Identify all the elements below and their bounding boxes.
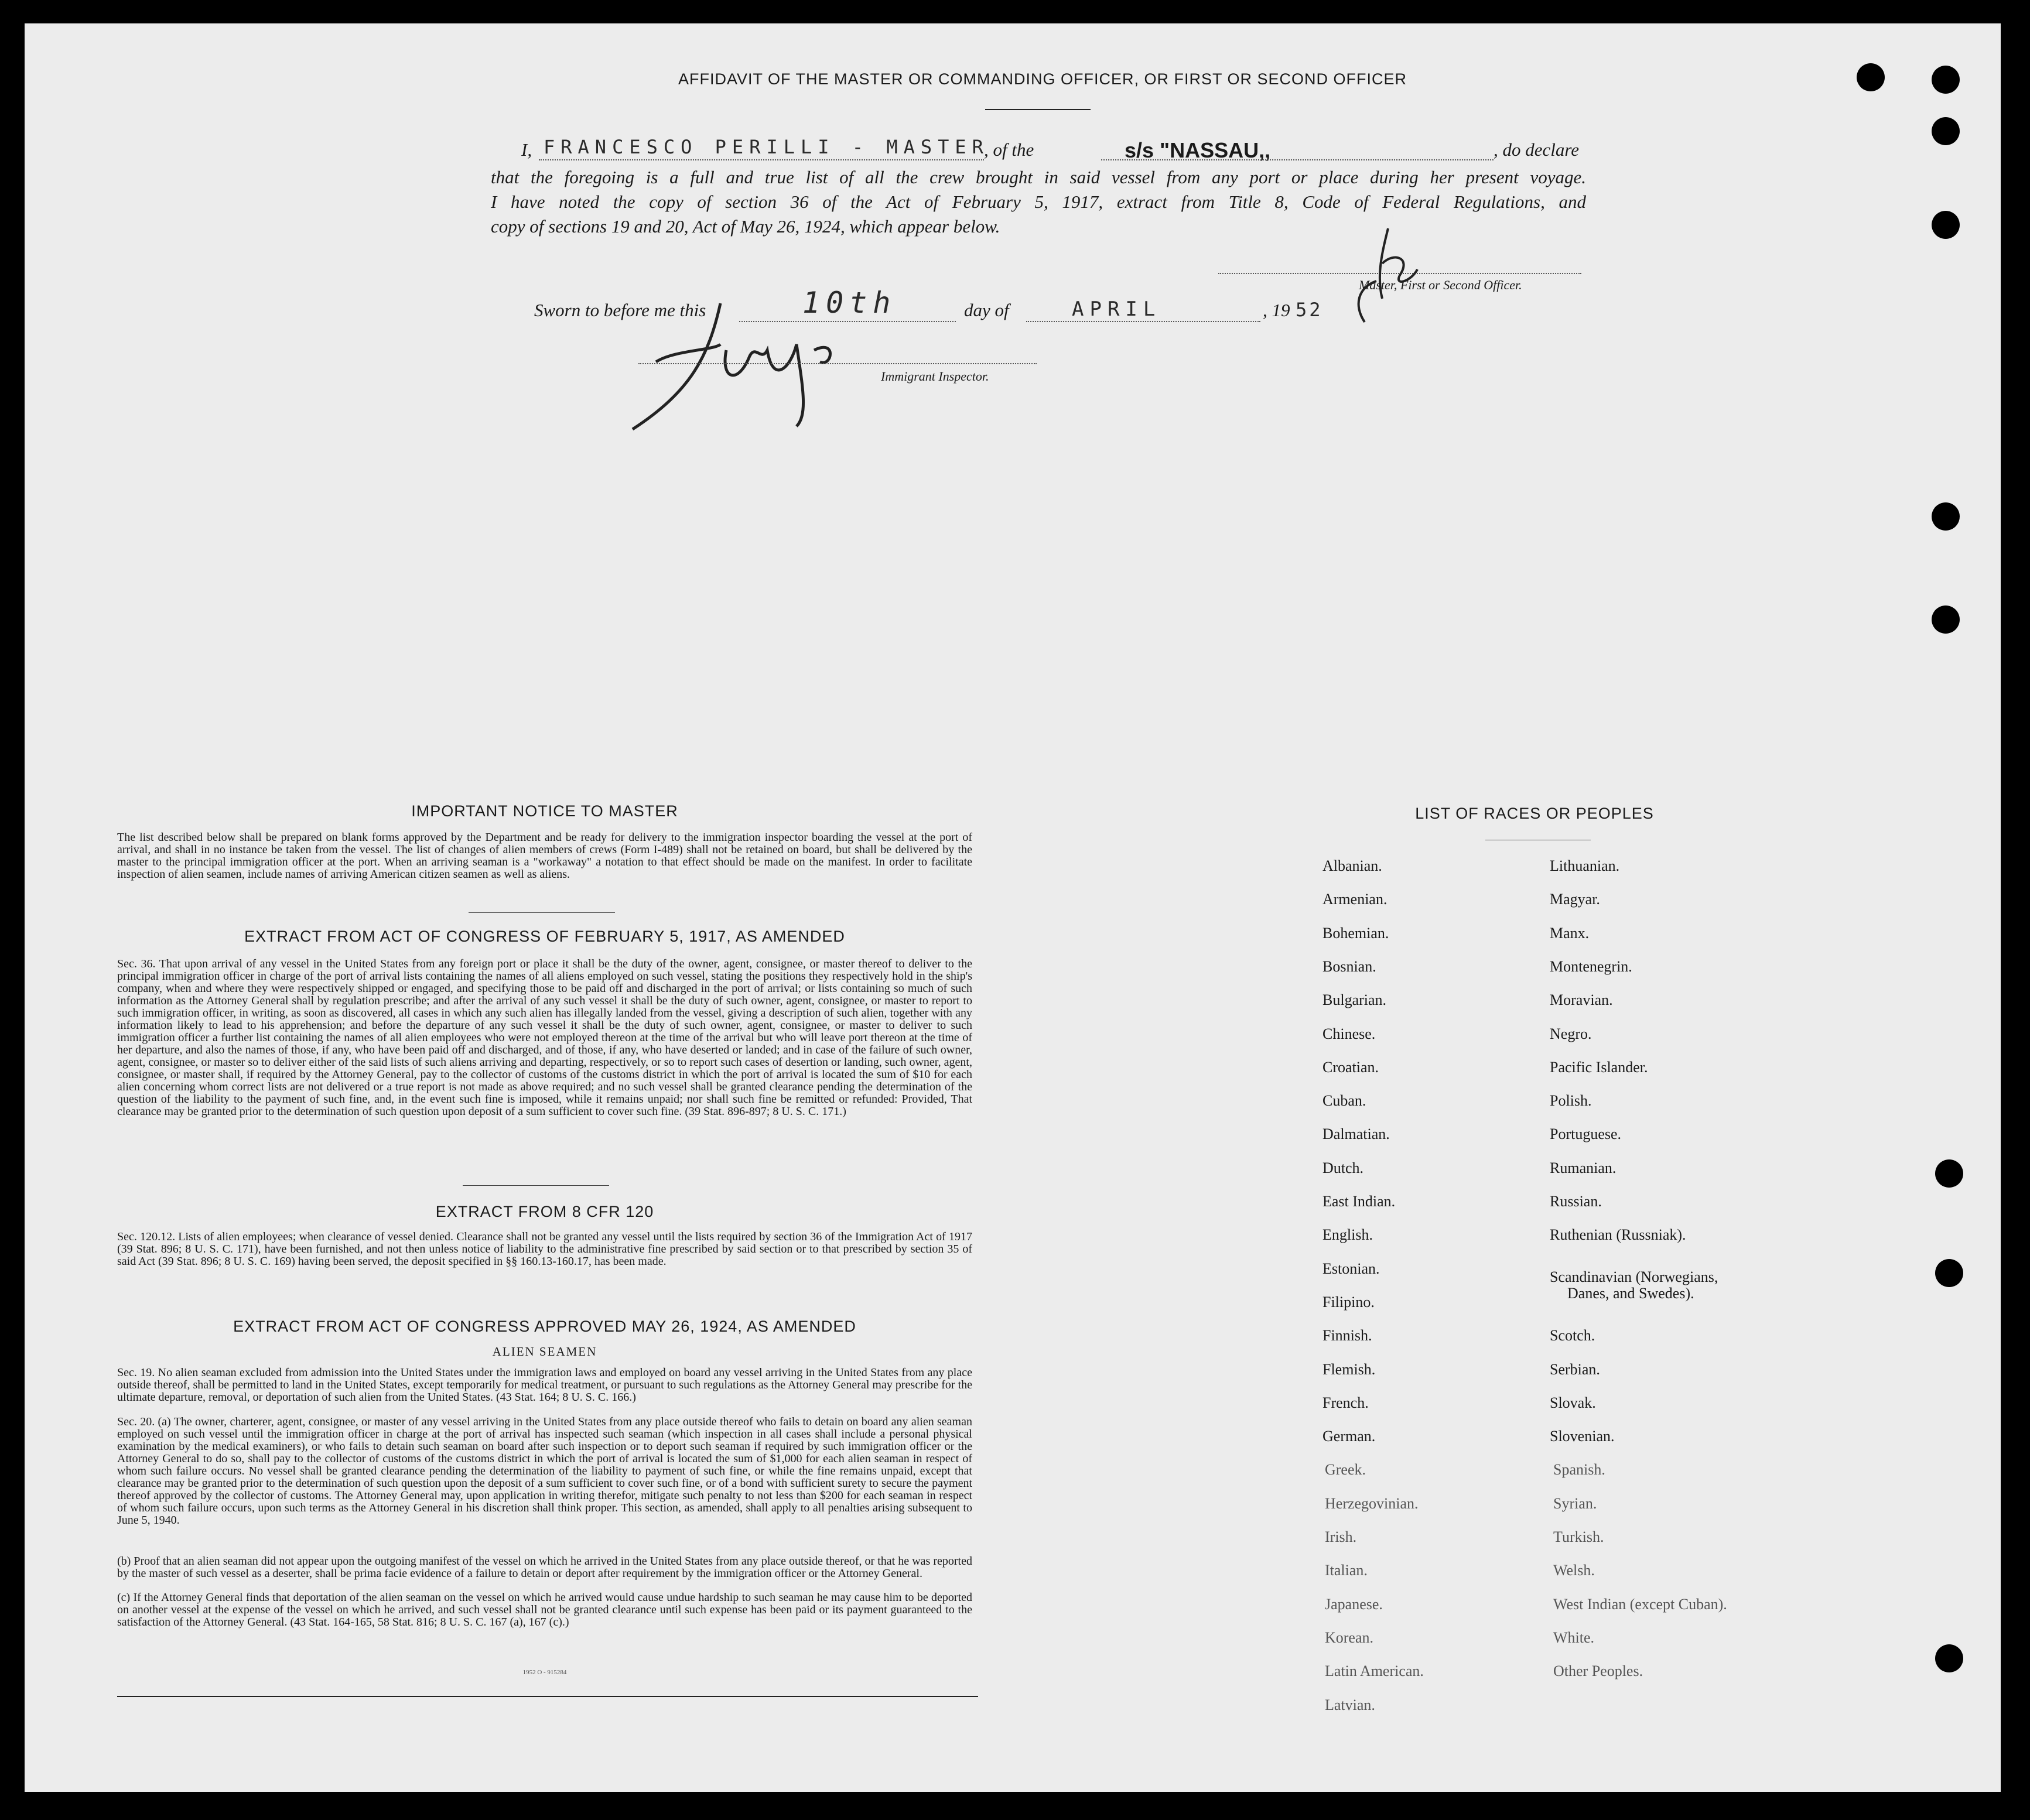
race-item: Cuban. [1322,1092,1366,1110]
extract-1924-sec20c: (c) If the Attorney General finds that deportation of the alien seaman on the vessel on which he arrived would cause undue hardship to such seaman he may cause him to be deported on another vessel at the expense of the vessel on which he arrived, and such vessel shall not be granted clearance until such expense has been paid or its payment guaranteed to the satisfaction of the Attorney General. (43 Stat. 164-165, 58 Stat. 816; 8 U. S. C. 167 (a), 167 (c).) [117,1591,972,1629]
notice-text: The list described below shall be prepared on blank forms approved by the Department and be ready for delivery to the immigration inspector boarding the vessel at the port of arrival, and shall in no instance be taken from the vessel. The list of changes of alien members of crews (Form I-489) shall not be retained on board, but shall be delivered by the master to the principal immigration officer at the port. When an arriving seaman is a "workaway" a notation to that effect should be made on the manifest. In order to facilitate inspection of alien seamen, include names of arriving American citizen seamen as well as aliens. [117,831,972,881]
race-item: Slovak. [1550,1394,1596,1411]
race-item: Rumanian. [1550,1159,1617,1176]
race-item: Latvian. [1325,1696,1375,1713]
race-item: Japanese. [1325,1595,1383,1613]
vessel-line [1101,159,1494,160]
race-item: English. [1322,1226,1373,1244]
race-item: West Indian (except Cuban). [1553,1595,1727,1613]
race-item: Moravian. [1550,991,1613,1009]
race-item: Finnish. [1322,1327,1372,1345]
race-item: Irish. [1325,1528,1357,1545]
inspector-signature [621,286,867,438]
year-prefix: , 19 [1263,300,1290,320]
race-item: Italian. [1325,1562,1368,1579]
punch-hole [1857,63,1885,91]
punch-hole [1932,502,1960,531]
race-item: Chinese. [1322,1025,1376,1042]
race-item: French. [1322,1394,1369,1411]
race-item: White. [1553,1629,1595,1646]
sworn-label: Sworn to before me this [534,300,706,320]
race-item: Flemish. [1322,1360,1376,1378]
notice-title: IMPORTANT NOTICE TO MASTER [411,802,678,820]
day-of-label: day of [964,300,1009,320]
races-title: LIST OF RACES OR PEOPLES [1415,805,1654,822]
signature-role: Master, First or Second Officer. [1359,278,1522,292]
affidavit-text-line-1: that the foregoing is a full and true list of all the crew brought in said vessel from any port or place during her present voyage. [491,167,1586,187]
race-item: Magyar. [1550,891,1600,908]
affidavit-title: AFFIDAVIT OF THE MASTER OR COMMANDING OFFICER, OR FIRST OR SECOND OFFICER [678,70,1407,88]
affidavit-text-line-2: I have noted the copy of section 36 of the Act of February 5, 1917, extract from Title 8, Code of Federal Regulations, and [491,191,1586,212]
race-item: Pacific Islander. [1550,1058,1648,1076]
year-value: 52 [1296,299,1323,321]
race-item: German. [1322,1428,1376,1445]
declarant-name: FRANCESCO PERILLI - MASTER [544,136,989,158]
inspector-line [638,363,1037,364]
race-item: Albanian. [1322,857,1382,874]
divider [463,1185,609,1186]
race-item: Serbian. [1550,1360,1600,1378]
extract-1924-sec20a: Sec. 20. (a) The owner, charterer, agent, consignee, or master of any vessel arriving in the United States from any place outside thereof who fails to detain on board any alien seaman employed on such vessel until the immigration officer in charge at the port of arrival has inspected such seaman (which inspection in all cases shall include a personal physical examination by the medical examiners), or who fails to detain such seaman on board after such inspection or to deport such seaman if required by such immigration officer or the Attorney General to do so, shall pay to the collector of customs of the customs district in which the port of arrival is located the sum of $1,000 for each alien seaman in respect of whom such failure occurs. No vessel shall be granted clearance pending the determination of the liability to payment of such fine, or while the fine remains unpaid, except that clearance may be granted prior to the determination of such question upon the deposit of a sum sufficient to cover such fine, or of a bond with sufficient surety to secure the payment thereof approved by the collector of customs. The Attorney General may, upon application in writing therefor, mitigate such penalty to not less than $200 for each seaman in respect of whom such failure occurs, upon such terms as the Attorney General in his discretion shall think proper. This section, as amended, shall apply to all penalties arising subsequent to June 5, 1940. [117,1415,972,1527]
race-item: Welsh. [1553,1562,1595,1579]
punch-hole [1932,211,1960,239]
race-item: Portuguese. [1550,1125,1622,1143]
race-item: Polish. [1550,1092,1592,1110]
form-page [25,23,2001,1792]
race-item: Filipino. [1322,1293,1375,1311]
race-item: East Indian. [1322,1193,1396,1210]
divider [469,912,615,913]
punch-hole [1935,1159,1963,1188]
race-item: Manx. [1550,924,1590,942]
race-item: Croatian. [1322,1058,1379,1076]
i-prefix: I, [521,139,532,160]
race-item: Spanish. [1553,1461,1605,1479]
extract-cfr-title: EXTRACT FROM 8 CFR 120 [435,1203,654,1220]
extract-1917-text: Sec. 36. That upon arrival of any vessel in the United States from any foreign port or place it shall be the duty of the owner, agent, consignee, or master thereof to deliver to the principal immigration officer in charge of the port of arrival lists containing the names of all aliens employed on such vessel, stating the positions they respectively hold in the ship's company, when and where they were respectively shipped or engaged, and specifying those to be paid off and discharged in the port of arrival; or lists containing so much of such information as the Attorney General shall by regulation prescribe; and after the arrival of any such vessel it shall be the duty of such owner, agent, consignee, or master to report to such immigration officer, in writing, as soon as discovered, all cases in which any such alien has illegally landed from the vessel, giving a description of such alien, together with any information likely to lead to his apprehension; and before the departure of any such vessel it shall be the duty of such owner, agent, consignee, or master to deliver to such immigration officer a further list containing the names of all alien employees who were not employed thereon at the time of the arrival but who will leave port thereon at the time of her departure, and also the names of those, if any, who have been paid off and discharged, and of those, if any, who have deserted or landed; and in case of the failure of such owner, agent, consignee, or master so to deliver either of the said lists of such aliens arriving and departing, respectively, or so to report such cases of desertion or landing, such owner, agent, consignee, or master shall, if required by the Attorney General, pay to the collector of customs of the customs district in which the port of arrival is located the sum of $10 for each alien concerning whom correct lists are not delivered or a true report is not made as above required; and no such vessel shall be granted clearance pending the determination of the question of the liability to the payment of such fine, and, in the event such fine is imposed, while it remains unpaid; nor shall such fine be remitted or refunded: Provided, That clearance may be granted prior to the determination of such question upon deposit of a sum sufficient to cover such fine. (39 Stat. 896-897; 8 U. S. C. 171.) [117,957,972,1118]
race-item: Bosnian. [1322,957,1376,975]
punch-hole [1932,117,1960,145]
punch-hole [1935,1259,1963,1287]
extract-1924-sec20b: (b) Proof that an alien seaman did not appear upon the outgoing manifest of the vessel on which he arrived in the United States from any place outside thereof, or that he was reported by the master of such vessel as a deserter, shall be prima facie evidence of a failure to detain or deport after requirement by the immigration officer or the Attorney General. [117,1555,972,1580]
print-code: 1952 O - 915284 [522,1669,567,1676]
race-item: Bohemian. [1322,924,1389,942]
race-item: Herzegovinian. [1325,1494,1419,1512]
race-item: Armenian. [1322,891,1387,908]
punch-hole [1932,66,1960,94]
race-item: Bulgarian. [1322,991,1387,1009]
day-value: 10th [802,286,897,320]
declarant-line [539,159,984,160]
race-item: Syrian. [1553,1494,1597,1512]
extract-1917-title: EXTRACT FROM ACT OF CONGRESS OF FEBRUARY 5, 1917, AS AMENDED [244,928,845,945]
race-item: Latin American. [1325,1662,1424,1680]
race-item: Turkish. [1553,1528,1604,1545]
race-item: Other Peoples. [1553,1662,1643,1680]
race-item: Korean. [1325,1629,1374,1646]
footer-rule [117,1696,978,1697]
race-item: Scotch. [1550,1327,1595,1345]
race-item: Dalmatian. [1322,1125,1390,1143]
of-the-label: , of the [984,139,1034,160]
extract-cfr-text: Sec. 120.12. Lists of alien employees; when clearance of vessel denied. Clearance shall not be granted any vessel until the lists required by section 36 of the Immigration Act of 1917 (39 Stat. 896; 8 U. S. C. 171), have been furnished, and not then unless notice of liability to the administrative fine prescribed by said section or to that prescribed by section 35 of said Act (39 Stat. 896; 8 U. S. C. 169) having been served, the deposit specified in §§ 160.13-160.17, has been made. [117,1230,972,1268]
divider [985,109,1091,110]
month-line [1026,321,1260,322]
race-item: Slovenian. [1550,1428,1615,1445]
do-declare-label: , do declare [1494,139,1580,160]
punch-hole [1932,605,1960,634]
extract-1924-subtitle: ALIEN SEAMEN [492,1345,597,1359]
vessel-name: s/s "NASSAU,, [1125,138,1271,162]
race-item: Danes, and Swedes). [1567,1284,1694,1302]
race-item: Russian. [1550,1193,1602,1210]
race-item: Montenegrin. [1550,957,1632,975]
month-value: APRIL [1072,297,1161,321]
race-item: Greek. [1325,1461,1366,1479]
race-item: Scandinavian (Norwegians, [1550,1268,1718,1285]
race-item: Ruthenian (Russniak). [1550,1226,1686,1244]
race-item: Lithuanian. [1550,857,1620,874]
inspector-label: Immigrant Inspector. [881,369,989,384]
extract-1924-sec19: Sec. 19. No alien seaman excluded from admission into the United States under the immigration laws and employed on board any vessel arriving in the United States from any place outside thereof, shall be permitted to land in the United States, except temporarily for medical treatment, or pursuant to such regulations as the Attorney General may prescribe for the ultimate departure, removal, or deportation of such alien from the United States. (43 Stat. 164; 8 U. S. C. 166.) [117,1366,972,1404]
master-signature [1347,217,1429,328]
race-item: Dutch. [1322,1159,1364,1176]
punch-hole [1935,1644,1963,1672]
race-item: Negro. [1550,1025,1592,1042]
race-item: Estonian. [1322,1260,1380,1277]
affidavit-text-line-3: copy of sections 19 and 20, Act of May 26, 1924, which appear below. [491,216,1000,237]
extract-1924-title: EXTRACT FROM ACT OF CONGRESS APPROVED MAY 26, 1924, AS AMENDED [233,1318,856,1335]
